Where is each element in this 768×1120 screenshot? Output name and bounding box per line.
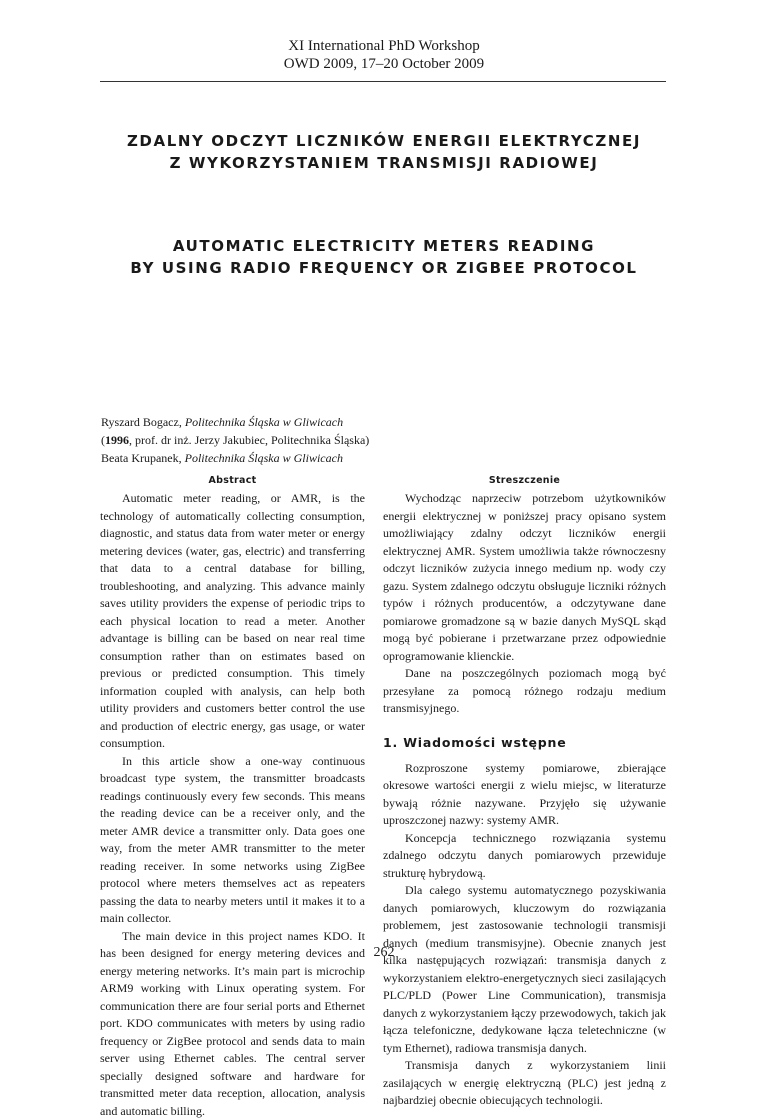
author-3-name: Beata Krupanek, xyxy=(101,451,185,465)
abstract-label: Abstract xyxy=(100,475,365,487)
author-1 xyxy=(101,413,369,431)
title-polish-line-2: Z WYKORZYSTANIEM TRANSMISJI RADIOWEJ xyxy=(0,152,768,174)
header-line-2: OWD 2009, 17–20 October 2009 xyxy=(0,55,768,73)
title-english-line-2: BY USING RADIO FREQUENCY OR ZIGBEE PROTOCOL xyxy=(0,257,768,279)
header-divider xyxy=(100,81,666,82)
author-1-affiliation: Politechnika Śląska w Gliwicach xyxy=(185,415,343,429)
section-1-heading: 1. Wiadomości wstępne xyxy=(383,735,666,751)
streszczenie-paragraph: Wychodząc naprzeciw potrzebom użytkowników energii elektrycznej w poniższej pracy opisano system umożliwiający zdalny odczyt liczników energii elektrycznej AMR. System umożliwia także równoczesny odczyt liczników zużycia innego medium np. wody czy gazu. System zdalnego odczytu obsługuje liczniki różnych typów i różnych producentów, a odczytywane dane pomiarowe gromadzone są w bazie danych MySQL skąd mogą być pobierane i przetwarzane przez odpowiednie oprogramowanie klienckie. xyxy=(383,490,666,665)
abstract-paragraph: Automatic meter reading, or AMR, is the technology of automatically collecting consumption, diagnostic, and status data from water meter or energy metering devices (water, gas, electric) and transferring that data to a central database for billing, troubleshooting, and analyzing. This advance mainly saves utility providers the expense of periodic trips to each physical location to read a meter. Another advantage is billing can be based on near real time consumption rather than on estimates based on previous or predicted consumption. This timely information coupled with analysis, can help both utility providers and customers better control the use and production of electric energy, gas usage, or water consumption. xyxy=(100,490,365,753)
title-polish xyxy=(0,130,768,174)
workshop-header xyxy=(0,37,768,73)
abstract-paragraph: In this article show a one-way continuous broadcast type system, the transmitter broadcasts readings continuously every few seconds. This means the reading device can be a receiver only, and the meter AMR device a transmitter only. Data goes one way, from the meter AMR transmitter to the meter reading receiver. In some networks using ZigBee protocol where meters themselves act as repeaters passing the data to nearby meters until it makes it to a main collector. xyxy=(100,753,365,928)
title-english xyxy=(0,235,768,279)
author-1-name: Ryszard Bogacz, xyxy=(101,415,185,429)
authors-block xyxy=(101,413,369,467)
author-3-affiliation: Politechnika Śląska w Gliwicach xyxy=(185,451,343,465)
section-1-paragraph: Koncepcja technicznego rozwiązania systemu zdalnego odczytu danych pomiarowych przewiduje strukturę hybrydową. xyxy=(383,830,666,883)
page-number: 262 xyxy=(0,945,768,961)
author-3 xyxy=(101,449,369,467)
supervisor-year: 1996 xyxy=(105,433,129,447)
header-line-1: XI International PhD Workshop xyxy=(0,37,768,55)
section-1-paragraph: Dla całego systemu automatycznego pozyskiwania danych pomiarowych, kluczowym do rozwiązania problemem, jest zastosowanie technologii transmisji danych (medium transmisyjne). Obecnie znanych jest kilka następujących rozwiązań: transmisja danych z wykorzystaniem elektro-energetycznych sieci zasilających PLC/PLD (Power Line Communication), transmisja danych z wykorzystaniem łączy przewodowych, takich jak łącza telefoniczne, dedykowane łącza teletechniczne (w tym Ethernet), radiowa transmisja danych. xyxy=(383,882,666,1057)
right-column xyxy=(383,475,666,1110)
section-1-paragraph: Rozproszone systemy pomiarowe, zbierające okresowe wartości energii z wielu miejsc, w literaturze bywają różnie nazywane. Przyjęło się używanie uproszczonej nazwy: systemy AMR. xyxy=(383,760,666,830)
author-2-supervisor xyxy=(101,431,369,449)
left-column xyxy=(100,475,365,1120)
title-polish-line-1: ZDALNY ODCZYT LICZNIKÓW ENERGII ELEKTRYCZNEJ xyxy=(0,130,768,152)
streszczenie-label: Streszczenie xyxy=(383,475,666,487)
abstract-paragraph: The main device in this project names KDO. It has been designed for energy metering devices and energy metering networks. It’s main part is microchip ARM9 working with Linux operating system. For communication there are four serial ports and Ethernet port. KDO communicates with meters by using radio frequency or ZigBee protocol and sends data to main server using Ethernet cables. The central server specially designed software and hardware for transmitted meter data reception, allocation, analysis and automatic billing. xyxy=(100,928,365,1120)
supervisor-details: , prof. dr inż. Jerzy Jakubiec, Politechnika Śląska) xyxy=(129,433,369,447)
supervisor-open-paren: ( xyxy=(101,433,105,447)
section-1-paragraph: Transmisja danych z wykorzystaniem linii zasilających w energię elektryczną (PLC) jest jedną z najbardziej obecnie obiecujących technologii. xyxy=(383,1057,666,1110)
streszczenie-paragraph: Dane na poszczególnych poziomach mogą być przesyłane za pomocą różnego rodzaju medium transmisyjnego. xyxy=(383,665,666,718)
title-english-line-1: AUTOMATIC ELECTRICITY METERS READING xyxy=(0,235,768,257)
